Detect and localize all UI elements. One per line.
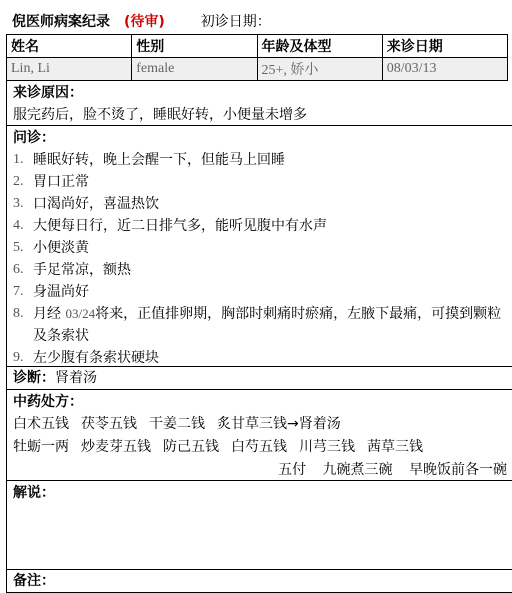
visit-date-field[interactable]: 08/03/13 (382, 58, 507, 81)
item-text: 胃口正常 (33, 174, 89, 190)
review-status: (待审) (124, 14, 165, 30)
herb-item: 茜草三钱 (367, 439, 423, 455)
item-text: 睡眠好转，晚上会醒一下，但能马上回睡 (33, 152, 285, 168)
item-text: 手足常凉，额热 (33, 262, 131, 278)
list-item (13, 193, 512, 215)
age-build-header: 年龄及体型 (257, 35, 382, 58)
menses-date: 03/24 (65, 306, 96, 321)
herb-item: 干姜二钱 (149, 416, 205, 432)
list-item (13, 259, 512, 281)
item-number: 1. (13, 152, 24, 167)
herb-item: 牡蛎一两 (13, 439, 69, 455)
patient-info-table (6, 34, 508, 81)
herb-item: 防己五钱 (163, 439, 219, 455)
list-item (13, 215, 512, 237)
item-number: 3. (13, 196, 24, 211)
inquiry-section (6, 126, 512, 367)
list-item (13, 347, 512, 369)
explanation-section (6, 481, 512, 570)
herb-item: 茯苓五钱 (81, 416, 137, 432)
inquiry-list (13, 149, 512, 369)
reason-label: 来诊原因： (13, 85, 83, 101)
notes-section (6, 570, 512, 593)
reason-text: 服完药后，脸不烫了，睡眠好转，小便量未增多 (13, 107, 307, 123)
prescription-section (6, 390, 512, 481)
dosage-item: 早晚饭前各一碗 (409, 462, 507, 478)
item-number: 6. (13, 262, 24, 277)
menses-detail: 将来，正值排卵期，胸部时刺痛时瘀痛，左腋下最痛，可摸到颗粒及条索状 (33, 306, 502, 344)
herb-item: 川芎三钱 (299, 439, 355, 455)
herb-row-1 (13, 413, 512, 436)
diagnosis-text: 肾着汤 (55, 370, 97, 386)
item-number: 7. (13, 284, 24, 299)
list-item (13, 149, 512, 171)
herb-row-2 (13, 436, 512, 459)
prescription-label: 中药处方： (13, 394, 83, 410)
herb-item: 炙甘草三钱→肾着汤 (217, 416, 341, 432)
item-number: 2. (13, 174, 24, 189)
notes-label: 备注： (13, 573, 55, 589)
inquiry-label: 问诊： (13, 130, 55, 146)
gender-field[interactable]: female (132, 58, 257, 81)
record-title: 倪医师病案纪录 (12, 14, 110, 30)
herb-item: 白芍五钱 (231, 439, 287, 455)
item-text: 口渴尚好，喜温热饮 (33, 196, 159, 212)
first-visit-date-label: 初诊日期： (200, 14, 271, 30)
visit-date-header: 来诊日期 (382, 35, 507, 58)
age-build-field[interactable]: 25+, 娇小 (257, 58, 382, 81)
list-item (13, 171, 512, 193)
reason-section (6, 81, 512, 126)
name-header: 姓名 (7, 35, 132, 58)
dosage-item: 九碗煮三碗 (322, 462, 393, 478)
item-text (33, 303, 512, 347)
item-text: 左少腹有条索状硬块 (33, 350, 159, 366)
name-field[interactable]: Lin, Li (7, 58, 132, 81)
menses-prefix: 月经 (33, 306, 61, 322)
item-text: 小便淡黄 (33, 240, 89, 256)
item-number: 9. (13, 350, 24, 365)
list-item (13, 281, 512, 303)
herb-item: 炒麦芽五钱 (81, 439, 151, 455)
gender-header: 性别 (132, 35, 257, 58)
patient-info-header-row (7, 35, 508, 58)
record-header (6, 8, 508, 34)
patient-info-value-row (7, 58, 508, 81)
item-number: 8. (13, 306, 24, 321)
explanation-label: 解说： (13, 485, 55, 501)
dosage-row (13, 459, 512, 482)
item-text: 大便每日行，近二日排气多，能听见腹中有水声 (33, 218, 327, 234)
list-item (13, 237, 512, 259)
item-number: 5. (13, 240, 24, 255)
item-number: 4. (13, 218, 24, 233)
herb-item: 白术五钱 (13, 416, 69, 432)
medical-record-sheet (6, 8, 508, 593)
diagnosis-section (6, 367, 512, 390)
item-text: 身温尚好 (33, 284, 89, 300)
diagnosis-label: 诊断： (13, 370, 55, 386)
dosage-item: 五付 (278, 462, 307, 478)
list-item (13, 303, 512, 347)
